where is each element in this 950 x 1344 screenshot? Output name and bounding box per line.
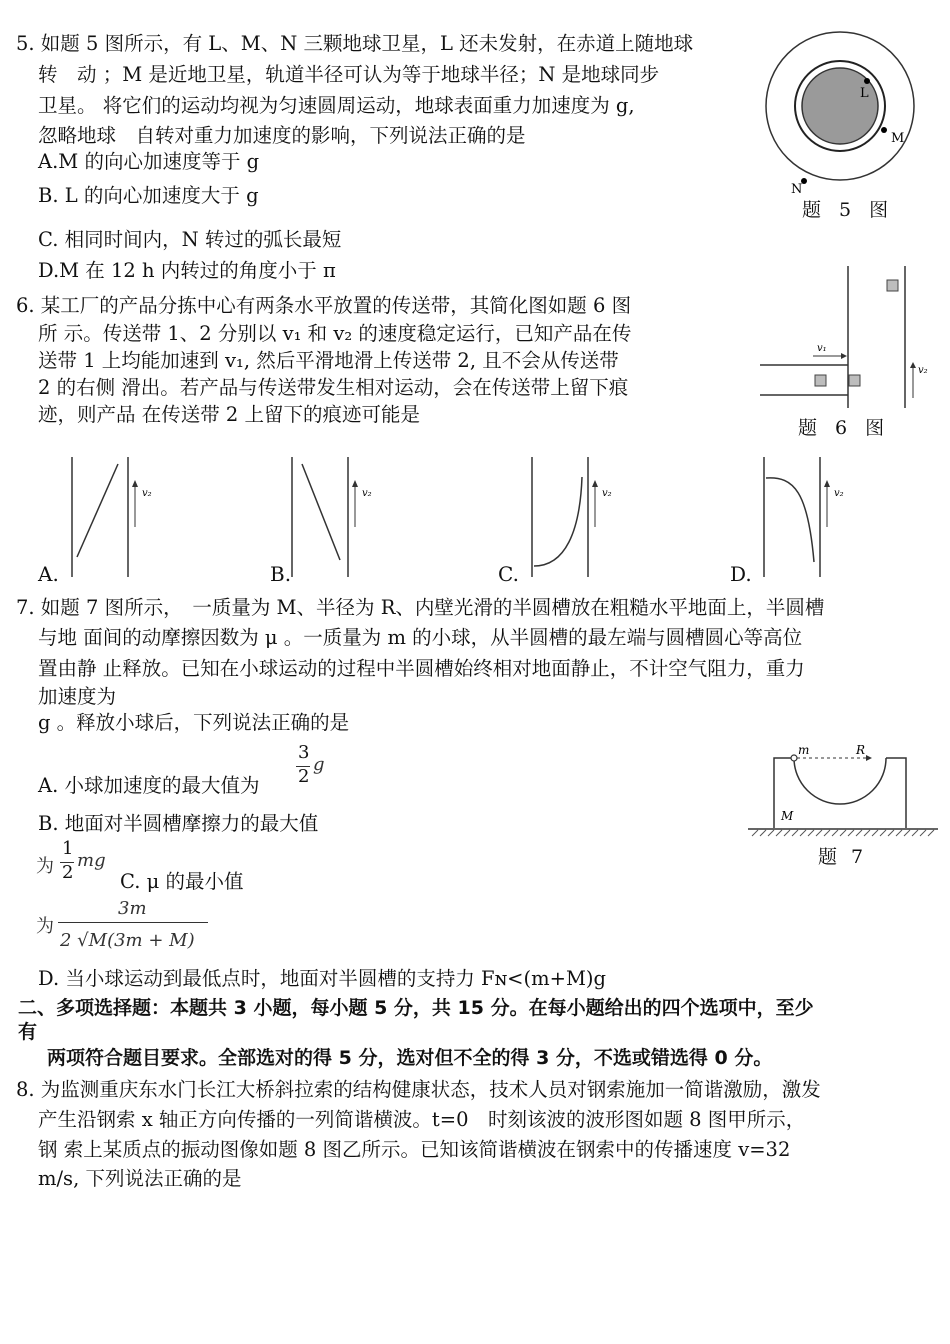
q6-option-d-trace [752,452,862,582]
v2-arrowhead [132,480,138,487]
trace-line [534,477,582,566]
q6-option-c-label: C. [498,562,519,586]
q8-line-3: 钢 索上某质点的振动图像如题 8 图乙所示。已知该简谐横波在钢索中的传播速度 v=32 [38,1138,791,1161]
q7-option-b-fraction [36,838,126,888]
label-m-groove: M [781,809,794,823]
v1-label: v₁ [817,343,827,354]
section-2-line-2: 有 [18,1021,38,1043]
v2-arrowhead [910,362,916,368]
product-belt1 [815,375,826,386]
figure-5-caption: 题 5 图 [802,199,895,221]
v2-label: v₂ [918,365,928,376]
q6-line-4: 2 的右侧 滑出。若产品与传送带发生相对运动，会在传送带上留下痕 [38,376,629,399]
radius-arrowhead [866,755,872,761]
trace-line [77,464,118,557]
orbit-diagram [760,18,920,198]
label-m-ball: m [798,743,810,757]
v2-arrowhead [352,480,358,487]
q7-line-5: g 。释放小球后，下列说法正确的是 [38,711,350,734]
q7-line-2: 与地 面间的动摩擦因数为 μ 。一质量为 m 的小球，从半圆槽的最左端与圆槽圆心等高位 [38,626,803,649]
q6-option-a-trace [60,452,170,582]
ball [791,755,797,761]
fraction-denominator: 2 √M(3m + M) [60,930,195,951]
figure-6-caption: 题 6 图 [798,417,891,439]
trace-line [302,464,340,560]
satellite-l [864,78,870,84]
figure-7 [748,740,938,840]
figure-5 [760,18,920,198]
q6-line-1: 6. 某工厂的产品分拣中心有两条水平放置的传送带，其简化图如题 6 图 [16,294,632,317]
fraction-tail: mg [77,850,106,871]
q7-option-c-fraction [36,898,216,960]
q6-line-2: 所 示。传送带 1、2 分别以 v₁ 和 v₂ 的速度稳定运行，已知产品在传 [38,322,632,345]
q6-line-5: 迹，则产品 在传送带 2 上留下的痕迹可能是 [38,403,421,426]
q5-line-2: 转 动 ；M 是近地卫星，轨道半径可认为等于地球半径；N 是地球同步 [38,63,660,86]
fraction-bar [58,922,208,923]
figure-7-caption: 题 7 [818,846,868,868]
trace-line [766,478,814,562]
q8-line-2: 产生沿钢索 x 轴正方向传播的一列简谐横波。t=0 时刻该波的波形图如题 8 图甲所示， [38,1108,806,1131]
fraction-numerator: 1 [62,838,74,859]
v2-label: v₂ [362,488,372,499]
q7-option-b: B. 地面对半圆槽摩擦力的最大值 [38,812,319,835]
q7-option-a: A. 小球加速度的最大值为 [38,774,260,797]
q6-option-c-figure [520,452,630,582]
q6-option-b-figure [280,452,390,582]
label-l: L [860,86,869,101]
q7-line-1: 7. 如题 7 图所示， 一质量为 M、半径为 R、内壁光滑的半圆槽放在粗糙水平地面上，半圆槽 [16,596,825,619]
figure-6 [755,258,935,416]
q7-option-c: C. μ 的最小值 [120,870,244,893]
product-belt2 [887,280,898,291]
q6-option-a-label: A. [38,562,59,586]
q7-line-4: 加速度为 [38,685,117,708]
fraction-tail: g [313,754,325,775]
q6-option-b-trace [280,452,390,582]
q5-option-c: C. 相同时间内，N 转过的弧长最短 [38,228,342,251]
groove-arc [794,758,886,804]
q6-line-3: 送带 1 上均能加速到 v₁, 然后平滑地滑上传送带 2, 且不会从传送带 [38,349,619,372]
product-transfer [849,375,860,386]
label-n: N [791,182,803,197]
conveyor-diagram [755,258,935,416]
q6-option-b-label: B. [270,562,292,586]
q6-option-d-figure [752,452,862,582]
q8-line-1: 8. 为监测重庆东水门长江大桥斜拉索的结构健康状态，技术人员对钢索施加一简谐激励，激发 [16,1078,821,1101]
groove-right-wall [886,758,906,828]
q7-line-3: 置由静 止释放。已知在小球运动的过程中半圆槽始终相对地面静止，不计空气阻力，重力 [38,657,805,680]
v2-label: v₂ [142,488,152,499]
fraction-numerator: 3m [118,898,147,919]
q8-line-4: m/s, 下列说法正确的是 [38,1167,242,1190]
section-2-line-3: 两项符合题目要求。全部选对的得 5 分，选对但不全的得 3 分，不选或错选得 0 分。 [28,1047,773,1069]
q5-line-1: 5. 如题 5 图所示，有 L、M、N 三颗地球卫星，L 还未发射，在赤道上随地球 [16,32,694,55]
label-r: R [856,743,866,757]
v2-arrowhead [824,480,830,487]
semicircle-groove-diagram [748,740,938,840]
q6-option-d-label: D. [730,562,752,586]
q5-line-3: 卫星。 将它们的运动均视为匀速圆周运动，地球表面重力加速度为 g, [38,94,635,117]
satellite-m [881,127,887,133]
fraction-prefix: 为 [36,856,54,877]
q6-option-a-figure [60,452,170,582]
v2-arrowhead [592,480,598,487]
q5-line-4: 忽略地球 自转对重力加速度的影响，下列说法正确的是 [38,124,526,147]
section-2-line-1: 二、多项选择题：本题共 3 小题，每小题 5 分，共 15 分。在每小题给出的四个选项中，至少 [18,997,814,1019]
q5-option-b: B. L 的向心加速度大于 g [38,184,259,207]
q7-option-d: D. 当小球运动到最低点时，地面对半圆槽的支持力 Fɴ<(m+M)g [38,967,606,990]
q5-option-a: A.M 的向心加速度等于 g [38,150,260,173]
fraction-prefix: 为 [36,916,54,937]
fraction-denominator: 2 [298,766,310,787]
label-m: M [891,131,905,146]
fraction-denominator: 2 [62,862,74,883]
q5-option-d: D.M 在 12 h 内转过的角度小于 π [38,259,336,282]
v1-arrowhead [841,353,847,359]
q6-option-c-trace [520,452,630,582]
v2-label: v₂ [602,488,612,499]
v2-label: v₂ [834,488,844,499]
ground-hatching [752,830,934,836]
fraction-numerator: 3 [298,742,310,763]
q7-option-a-fraction [294,742,334,792]
